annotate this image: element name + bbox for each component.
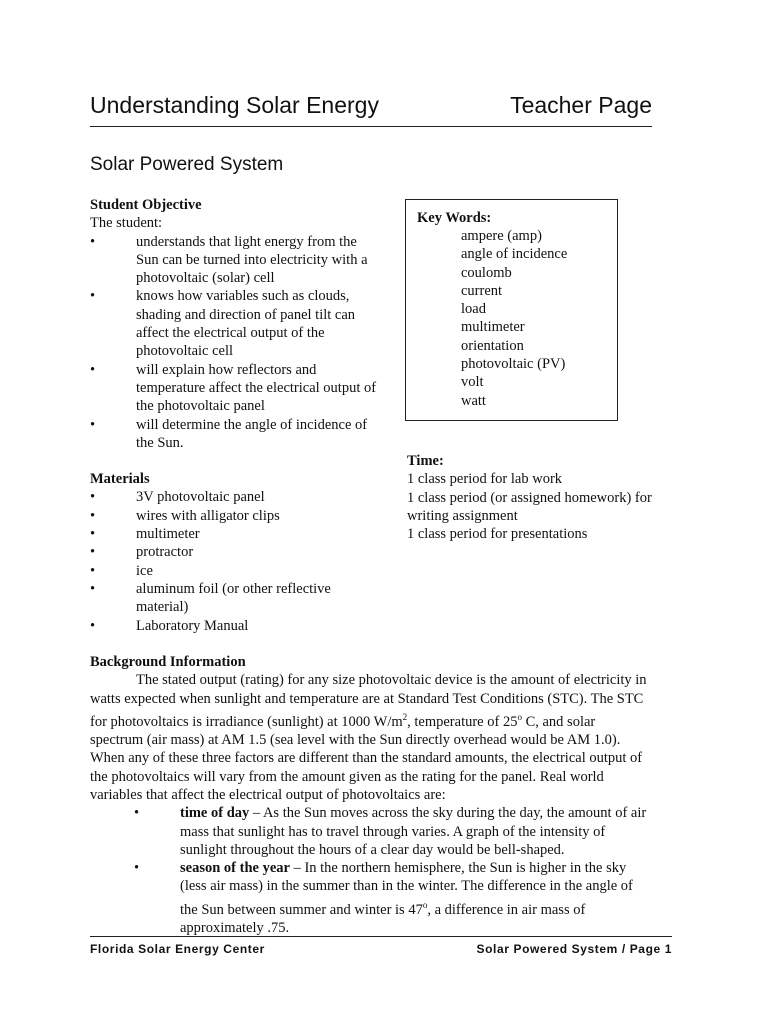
superscript: o xyxy=(517,711,522,722)
key-word: current xyxy=(461,282,503,299)
left-column xyxy=(90,196,380,635)
variable-text: – As the Sun moves across the sky during the day, the amount of air mass that sunlight has to travel through varies. A graph of the intensity of sunlight throughout the hours of a clear day would be bell-shaped. xyxy=(180,805,647,858)
materials-list xyxy=(90,488,380,634)
time-heading: Time: xyxy=(407,453,444,469)
document-title: Understanding Solar Energy xyxy=(90,92,379,118)
objective-item: • will explain how reflectors and temperature affect the electrical output of the photovoltaic panel xyxy=(90,361,380,416)
time-line: 1 class period for lab work xyxy=(407,471,563,488)
time-section xyxy=(407,452,677,543)
materials-item: • protractor xyxy=(90,543,380,561)
paragraph-text: , temperature of 25 xyxy=(407,713,518,730)
variable-text: , a difference in air mass of approximately .75. xyxy=(180,901,586,936)
key-words-list xyxy=(461,227,567,410)
section-title: Solar Powered System xyxy=(90,154,284,175)
materials-section xyxy=(90,470,380,635)
objective-item: • knows how variables such as clouds, shading and direction of panel tilt can affect the electrical output of the photovoltaic cell xyxy=(90,287,380,360)
key-word: watt xyxy=(461,392,486,409)
objective-list xyxy=(90,233,380,453)
key-word: photovoltaic (PV) xyxy=(461,356,566,373)
key-word: angle of incidence xyxy=(461,246,568,263)
variable-item xyxy=(90,804,652,859)
page-type-label: Teacher Page xyxy=(510,92,652,118)
materials-item: • Laboratory Manual xyxy=(90,617,380,635)
variable-term: season of the year xyxy=(180,860,290,877)
time-line: 1 class period for presentations xyxy=(407,526,588,543)
materials-item: • 3V photovoltaic panel xyxy=(90,488,380,506)
objective-intro: The student: xyxy=(90,215,163,232)
key-word: multimeter xyxy=(461,319,525,336)
key-word: volt xyxy=(461,374,484,391)
background-heading: Background Information xyxy=(90,654,246,670)
paragraph-text: C, and solar spectrum (air mass) at AM 1.5 (sea level with the Sun directly overhead would be AM 1.0). When any of these three factors are different than the standard amounts, the electrical output of the photovoltaics will vary from the amount given as the rating for the panel. Real world variables that affect the electrical output of photovoltaics are: xyxy=(90,713,643,803)
key-words-box xyxy=(405,199,618,421)
objective-heading: Student Objective xyxy=(90,197,202,213)
variable-item xyxy=(90,859,652,937)
superscript: 2 xyxy=(402,711,408,722)
materials-item: • multimeter xyxy=(90,525,380,543)
variables-list xyxy=(90,804,652,937)
materials-heading: Materials xyxy=(90,471,150,488)
background-section xyxy=(90,653,652,937)
footer-page-label: Solar Powered System / Page 1 xyxy=(476,942,672,956)
key-words-heading: Key Words: xyxy=(417,210,492,226)
page-footer xyxy=(90,936,672,959)
key-word: orientation xyxy=(461,337,524,354)
time-line: 1 class period (or assigned homework) for writing assignment xyxy=(407,489,652,524)
materials-item: • aluminum foil (or other reflective material) xyxy=(90,580,380,617)
key-word: ampere (amp) xyxy=(461,228,542,244)
footer-organization: Florida Solar Energy Center xyxy=(90,942,265,956)
background-paragraph xyxy=(90,671,652,804)
objective-item: • will determine the angle of incidence of the Sun. xyxy=(90,416,380,453)
key-word: coulomb xyxy=(461,264,512,281)
superscript: o xyxy=(422,899,428,910)
variable-text: – In the northern hemisphere, the Sun is higher in the sky (less air mass) in the summer than in the winter. The difference in the angle of the Sun between summer and winter is 47 xyxy=(180,860,633,918)
objective-item: • understands that light energy from the Sun can be turned into electricity with a photovoltaic (solar) cell xyxy=(90,233,380,288)
page-header xyxy=(90,92,652,127)
materials-item: • wires with alligator clips xyxy=(90,507,380,525)
variable-term: time of day xyxy=(180,805,250,822)
key-word: load xyxy=(461,301,486,318)
paragraph-text: The stated output (rating) for any size photovoltaic device is the amount of electricity in watts expected when sunlight and temperature are at Standard Test Conditions (STC). The STC for photovoltaics is irradiance (sunlight) at 1000 W/m xyxy=(90,672,647,730)
materials-item: • ice xyxy=(90,562,380,580)
